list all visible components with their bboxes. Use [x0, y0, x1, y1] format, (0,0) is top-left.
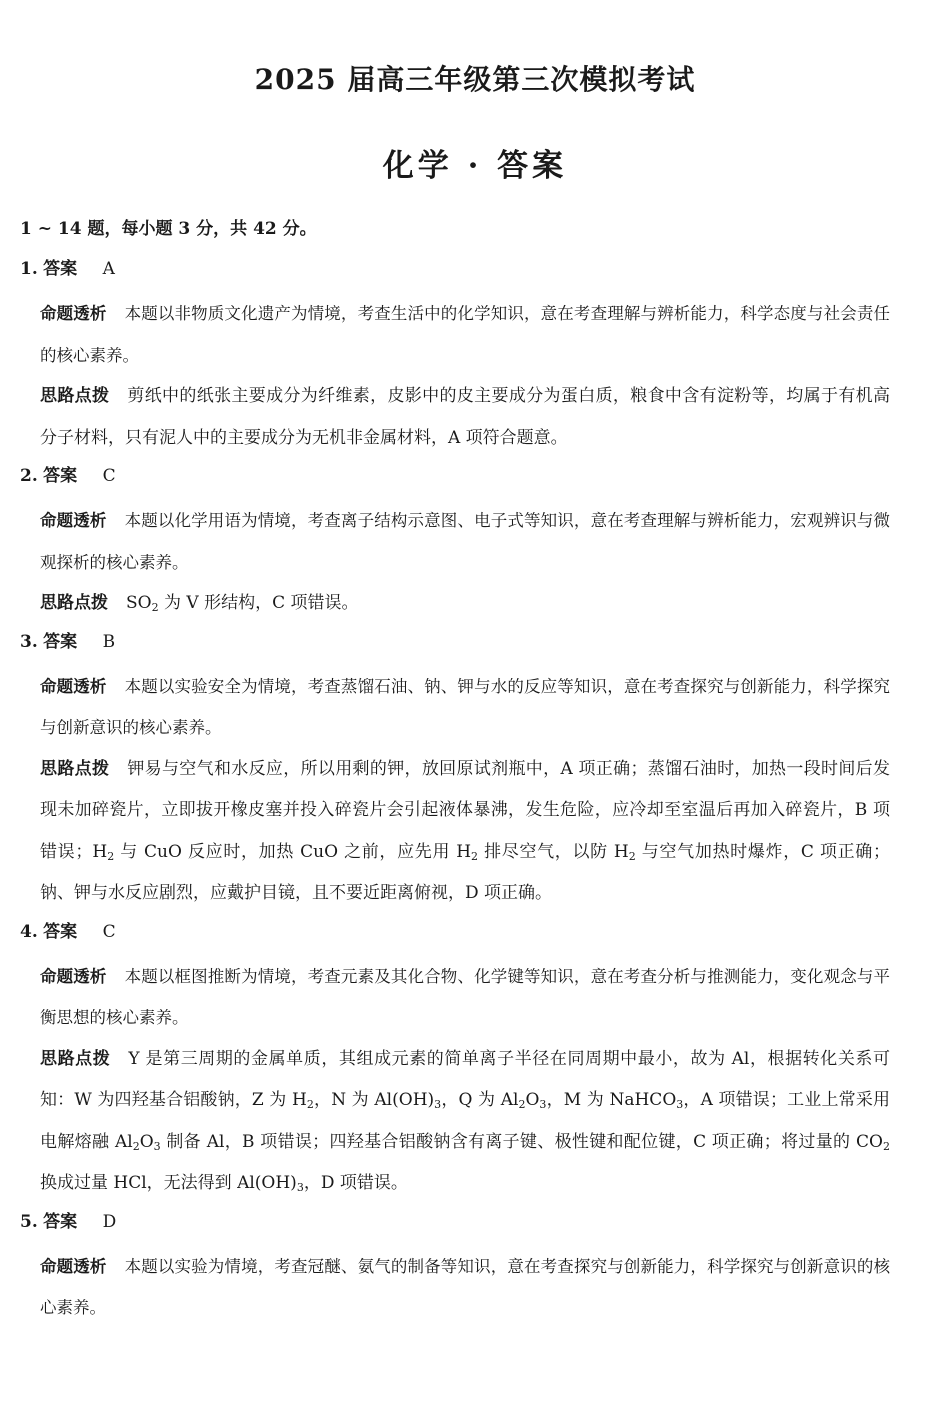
hint-label: 思路点拨	[40, 593, 108, 613]
hint-label: 思路点拨	[40, 386, 110, 406]
subscript: 2	[471, 849, 479, 863]
subscript: 2	[306, 1098, 314, 1111]
question-number: 1.	[20, 259, 38, 279]
answer-label: 答案	[43, 1211, 78, 1232]
hint-label: 思路点拨	[40, 758, 110, 779]
answer-line	[0, 252, 950, 293]
analysis-text: 本题以化学用语为情境，考查离子结构示意图、电子式等知识，意在考查理解与辨析能力，宏观辨识与微观探析的核心素养。	[40, 511, 891, 572]
hint-text: 剪纸中的纸张主要成分为纤维素，皮影中的皮主要成分为蛋白质，粮食中含有淀粉等，均属于有机高分子材料，只有泥人中的主要成分为无机非金属材料，A 项符合题意。	[40, 386, 891, 448]
question-4	[0, 915, 950, 1205]
hint-text: 钾易与空气和水反应，所以用剩的钾，放回原试剂瓶中，A 项正确；蒸馏石油时，加热一段时间后发现未加碎瓷片，立即拔开橡皮塞并投入碎瓷片会引起液体暴沸，发生危险，应冷却至室温后再加入碎瓷片，B 项错误；H	[40, 758, 891, 862]
subscript: 2	[882, 1139, 890, 1153]
answer-value: D	[102, 1211, 117, 1232]
question-number: 3.	[20, 631, 38, 652]
question-3	[0, 625, 950, 915]
exam-subtitle: 化学 · 答案	[382, 148, 568, 184]
analysis-text: 本题以非物质文化遗产为情境，考查生活中的化学知识，意在考查理解与辨析能力，科学态度与社会责任的核心素养。	[40, 304, 891, 365]
hint-text: 制备 Al，B 项错误；四羟基合铝酸钠含有离子键、极性键和配位键，C 项正确；将过量的 CO	[160, 1131, 883, 1152]
question-number: 5.	[20, 1211, 38, 1232]
subscript: 2	[151, 601, 159, 614]
question-number: 4.	[20, 921, 38, 942]
question-number: 2.	[20, 466, 38, 486]
analysis-paragraph	[0, 293, 890, 376]
analysis-paragraph	[0, 500, 890, 583]
hint-paragraph	[0, 376, 890, 459]
answer-value: B	[102, 631, 116, 652]
subscript: 2	[518, 1098, 526, 1111]
hint-text: SO	[126, 593, 152, 613]
page-crop-edge	[0, 1336, 950, 1408]
answer-line	[0, 625, 950, 666]
subscript: 3	[153, 1139, 161, 1153]
hint-text: 排尽空气，以防 H	[478, 841, 629, 862]
answer-line	[0, 915, 950, 956]
subscript: 3	[539, 1098, 547, 1111]
answer-value: C	[102, 921, 116, 942]
hint-text: O	[139, 1131, 154, 1152]
subscript: 2	[107, 849, 115, 863]
analysis-text: 本题以实验安全为情境，考查蒸馏石油、钠、钾与水的反应等知识，意在考查探究与创新能力，科学探究与创新意识的核心素养。	[40, 676, 891, 737]
answer-value: A	[102, 259, 115, 279]
hint-text: O	[525, 1090, 540, 1110]
analysis-label: 命题透析	[40, 1256, 107, 1276]
hint-text: ，A 项错误；工业上常采用电解熔融 Al	[40, 1090, 890, 1152]
analysis-paragraph	[0, 1246, 890, 1329]
question-2	[0, 459, 950, 625]
answer-label: 答案	[43, 921, 78, 942]
scoring-intro: 1 ~ 14 题，每小题 3 分，共 42 分。	[20, 219, 317, 239]
subscript: 3	[296, 1181, 304, 1194]
exam-title: 2025 届高三年级第三次模拟考试	[254, 63, 696, 96]
analysis-paragraph	[0, 666, 890, 749]
answer-line	[0, 459, 950, 500]
answer-value: C	[102, 466, 116, 486]
analysis-label: 命题透析	[40, 511, 107, 530]
analysis-text: 本题以实验为情境，考查冠醚、氨气的制备等知识，意在考查探究与创新能力，科学探究与创新意识的核心素养。	[40, 1256, 891, 1317]
hint-text: 换成过量 HCl，无法得到 Al(OH)	[40, 1173, 297, 1193]
analysis-label: 命题透析	[40, 966, 107, 986]
answer-label: 答案	[43, 631, 78, 652]
hint-text: ，M 为 NaHCO	[546, 1090, 677, 1110]
answer-label: 答案	[43, 466, 78, 486]
answer-label: 答案	[43, 259, 78, 279]
answer-list	[0, 252, 950, 1370]
hint-paragraph	[0, 583, 890, 625]
analysis-label: 命题透析	[40, 676, 107, 696]
subscript: 3	[434, 1098, 442, 1111]
question-1	[0, 252, 950, 459]
answer-line	[0, 1205, 950, 1246]
hint-text: 为 V 形结构，C 项错误。	[158, 593, 359, 613]
subscript: 3	[676, 1098, 684, 1111]
hint-text: Y 是第三周期的金属单质，其组成元素的简单离子半径在同周期中最小，故为 Al，根据转化关系可知：W 为四羟基合铝酸钠，Z 为 H	[40, 1048, 891, 1110]
hint-text: ，Q 为 Al	[441, 1090, 519, 1110]
subscript: 2	[132, 1139, 140, 1153]
analysis-label: 命题透析	[40, 304, 107, 323]
hint-text: ，D 项错误。	[303, 1173, 408, 1193]
subscript: 2	[628, 849, 636, 863]
hint-label: 思路点拨	[40, 1048, 111, 1069]
hint-paragraph	[0, 749, 890, 915]
analysis-paragraph	[0, 956, 890, 1039]
hint-text: 与空气加热时爆炸，C 项正确；钠、钾与水反应剧烈，应戴护目镜，且不要近距离俯视，D 项正确。	[40, 841, 890, 903]
hint-paragraph	[0, 1039, 890, 1205]
hint-text: 与 CuO 反应时，加热 CuO 之前，应先用 H	[114, 841, 472, 862]
analysis-text: 本题以框图推断为情境，考查元素及其化合物、化学键等知识，意在考查分析与推测能力，变化观念与平衡思想的核心素养。	[40, 966, 891, 1027]
hint-text: ，N 为 Al(OH)	[313, 1090, 435, 1110]
